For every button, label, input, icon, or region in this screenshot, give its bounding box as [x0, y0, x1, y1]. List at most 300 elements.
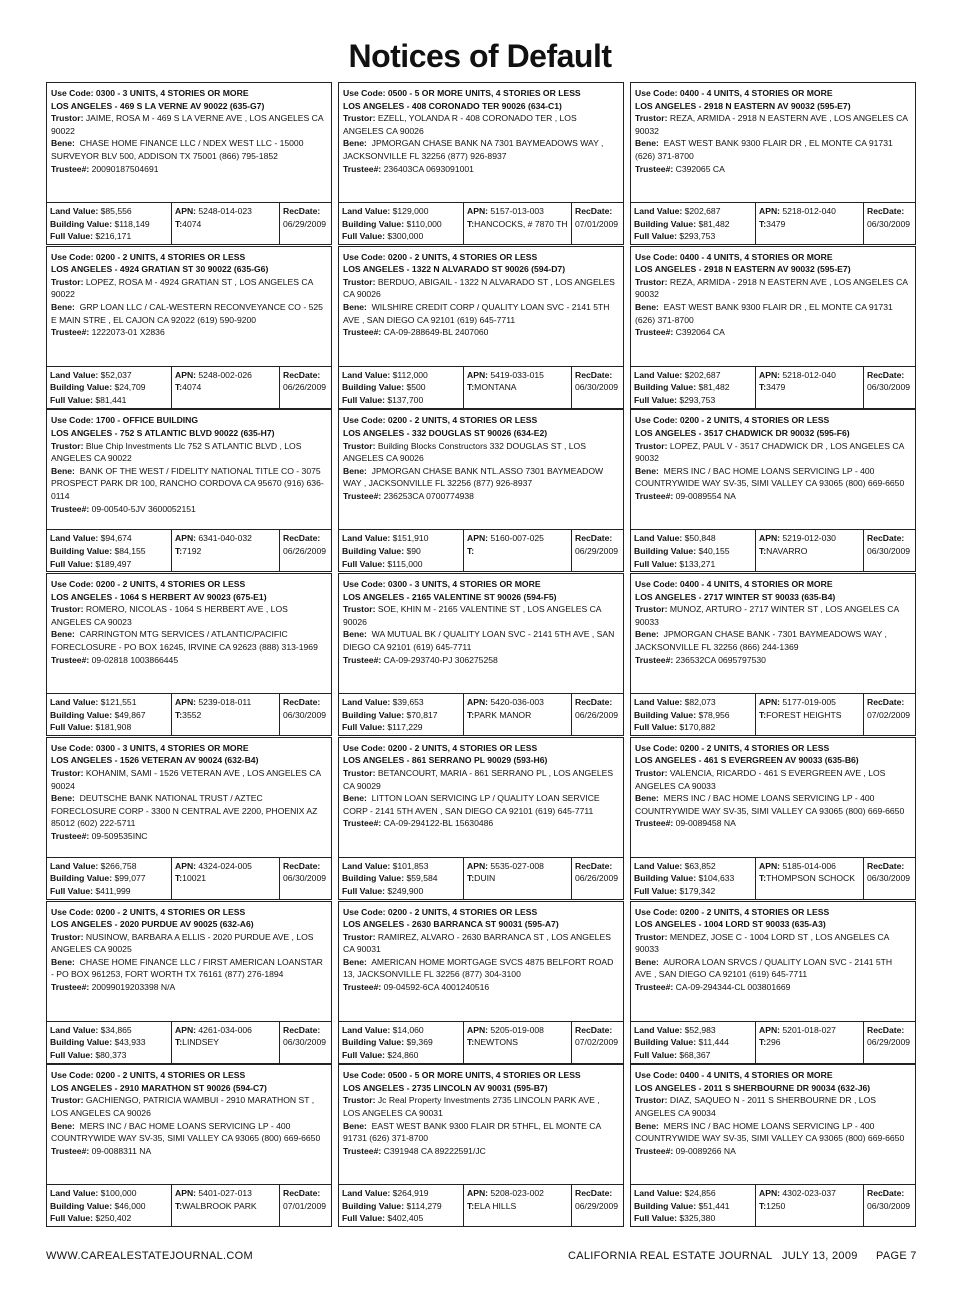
trustee-label: Trustee#:: [343, 654, 382, 665]
use-code: Use Code: 0300 - 3 UNITS, 4 STORIES OR MORE: [343, 579, 541, 590]
tract-value: 3479: [766, 218, 786, 229]
land-value: $85,556: [100, 206, 132, 216]
trustor-label: Trustor:: [343, 276, 376, 287]
building-value: $90: [406, 545, 421, 556]
values-block: [47, 694, 171, 735]
bene-value: LITTON LOAN SERVICING LP / QUALITY LOAN SERVICE CORP - 2141 5TH AVEN , SAN DIEGO CA 92101 (619) 645-7711: [343, 793, 600, 816]
values-block: [47, 367, 171, 408]
trustor-value: SOE, KHIN M - 2165 VALENTINE ST , LOS ANGELES CA 90026: [343, 604, 602, 627]
trustor-value: LOPEZ, ROSA M - 4924 GRATIAN ST , LOS ANGELES CA 90022: [51, 276, 313, 300]
trustor-label: Trustor:: [635, 440, 668, 451]
trustor-value: VALENCIA, RICARDO - 461 S EVERGREEN AVE , LOS ANGELES CA 90033: [635, 767, 886, 791]
apn-value: 5185-014-006: [782, 860, 836, 871]
apn-block: [463, 1022, 571, 1063]
use-code: Use Code: 0400 - 4 UNITS, 4 STORIES OR MORE: [635, 88, 833, 98]
notice-record: [46, 901, 332, 1064]
apn-value: 5420-036-003: [490, 697, 544, 708]
land-value-label: Land Value:: [342, 206, 391, 216]
trustee-label: Trustee#:: [343, 490, 382, 501]
apn-value: 5160-007-025: [490, 533, 544, 544]
building-value: $500: [406, 382, 426, 393]
trustor-label: Trustor:: [51, 767, 84, 778]
full-value-label: Full Value:: [634, 722, 677, 733]
trustor-label: Trustor:: [635, 604, 668, 615]
full-value: $325,380: [679, 1213, 716, 1224]
apn-label: APN:: [467, 860, 489, 871]
full-value-label: Full Value:: [634, 231, 677, 242]
trustee-label: Trustee#:: [343, 1145, 382, 1156]
tract-value: 7192: [182, 545, 202, 556]
use-code: Use Code: 0200 - 2 UNITS, 4 STORIES OR LESS: [635, 906, 830, 917]
values-block: [47, 1022, 171, 1063]
tract-value: WALBROOK PARK: [182, 1200, 257, 1211]
notice-record: [338, 82, 624, 245]
notice-record: [46, 737, 332, 900]
trustee-value: 1222073-01 X2836: [91, 327, 165, 338]
building-value-label: Building Value:: [50, 1037, 113, 1048]
use-code: Use Code: 0500 - 5 OR MORE UNITS, 4 STORIES OR LESS: [343, 88, 581, 98]
values-block: [339, 1185, 463, 1226]
use-code: Use Code: 0500 - 5 OR MORE UNITS, 4 STORIES OR LESS: [343, 1070, 581, 1081]
property-address: LOS ANGELES - 2918 N EASTERN AV 90032 (595-E7): [635, 100, 851, 111]
full-value-label: Full Value:: [634, 558, 677, 569]
use-code: Use Code: 0200 - 2 UNITS, 4 STORIES OR LESS: [343, 906, 538, 917]
tract-value: DUIN: [474, 873, 496, 884]
apn-block: [463, 1185, 571, 1226]
record-text: [47, 83, 331, 207]
land-value-label: Land Value:: [342, 1188, 391, 1199]
values-row: [631, 366, 915, 408]
full-value-label: Full Value:: [50, 394, 93, 405]
trustee-value: 09-0088311 NA: [91, 1145, 152, 1156]
apn-value: 5401-027-013: [198, 1188, 252, 1199]
full-value: $117,229: [387, 722, 423, 733]
full-value: $293,753: [679, 394, 716, 405]
land-value: $52,983: [684, 1024, 716, 1035]
land-value: $63,852: [684, 860, 716, 871]
apn-block: [755, 367, 863, 408]
building-value-label: Building Value:: [50, 382, 113, 393]
land-value: $39,653: [392, 697, 424, 708]
trustor-value: EZELL, YOLANDA R - 408 CORONADO TER , LOS ANGELES CA 90026: [343, 113, 577, 136]
trustor-label: Trustor:: [343, 931, 376, 942]
apn-value: 4324-024-005: [198, 860, 252, 871]
land-value: $52,037: [100, 369, 132, 380]
trustee-value: 20090187504691: [91, 163, 159, 174]
full-value: $80,373: [95, 1049, 127, 1060]
recdate-label: RecDate:: [867, 369, 905, 380]
recdate-block: [571, 530, 623, 571]
values-row: [631, 1021, 915, 1063]
full-value-label: Full Value:: [50, 1213, 93, 1224]
property-address: LOS ANGELES - 1526 VETERAN AV 90024 (632-B4): [51, 755, 259, 766]
apn-label: APN:: [467, 1024, 489, 1035]
record-text: [631, 574, 915, 698]
full-value: $115,000: [387, 558, 423, 569]
recdate-block: [571, 1022, 623, 1063]
bene-label: Bene:: [51, 138, 75, 149]
bene-value: MERS INC / BAC HOME LOANS SERVICING LP - 400 COUNTRYWIDE WAY SV-35, SIMI VALLEY CA 93065 (800) 669-6650: [635, 1120, 905, 1144]
property-address: LOS ANGELES - 408 CORONADO TER 90026 (634-C1): [343, 100, 562, 111]
building-value-label: Building Value:: [342, 1200, 405, 1211]
record-text: [339, 83, 623, 207]
use-code: Use Code: 0200 - 2 UNITS, 4 STORIES OR LESS: [51, 906, 246, 917]
recdate-block: [279, 203, 331, 244]
use-code: Use Code: 0200 - 2 UNITS, 4 STORIES OR LESS: [635, 742, 830, 753]
recdate-value: 06/29/2009: [283, 218, 327, 229]
bene-label: Bene:: [51, 629, 75, 640]
trustor-value: RAMIREZ, ALVARO - 2630 BARRANCA ST , LOS ANGELES CA 90031: [343, 931, 611, 955]
building-value-label: Building Value:: [50, 1200, 113, 1211]
trustee-label: Trustee#:: [635, 163, 674, 174]
property-address: LOS ANGELES - 2011 S SHERBOURNE DR 90034 (632-J6): [635, 1082, 871, 1093]
full-value: $68,367: [679, 1049, 711, 1060]
apn-label: APN:: [759, 697, 781, 708]
notice-record: [46, 82, 332, 245]
apn-value: 5218-012-040: [782, 369, 836, 380]
bene-label: Bene:: [51, 956, 75, 967]
apn-label: APN:: [175, 206, 197, 216]
apn-block: [171, 1022, 279, 1063]
trustee-value: 09-04592-6CA 4001240516: [383, 982, 490, 993]
notice-record: [338, 409, 624, 572]
use-code: Use Code: 1700 - OFFICE BUILDING: [51, 415, 199, 426]
apn-block: [171, 1185, 279, 1226]
apn-label: APN:: [759, 206, 781, 216]
recdate-label: RecDate:: [867, 1024, 905, 1035]
full-value: $216,171: [95, 231, 132, 242]
full-value: $137,700: [387, 394, 424, 405]
recdate-value: 06/29/2009: [867, 1037, 911, 1048]
recdate-value: 06/30/2009: [867, 1200, 911, 1211]
tract-label: T:: [467, 1200, 475, 1211]
full-value-label: Full Value:: [634, 1213, 677, 1224]
tract-value: PARK MANOR: [474, 709, 532, 720]
bene-value: GRP LOAN LLC / CAL-WESTERN RECONVEYANCE CO - 525 E MAIN STRE , EL CAJON CA 92022 (619) 590-9200: [51, 302, 323, 325]
trustee-label: Trustee#:: [635, 982, 674, 993]
building-value: $104,633: [698, 873, 735, 884]
values-row: [631, 1184, 915, 1226]
trustor-value: LOPEZ, PAUL V - 3517 CHADWICK DR , LOS ANGELES CA 90032: [635, 440, 904, 464]
apn-block: [755, 858, 863, 899]
trustor-value: KOHANIM, SAMI - 1526 VETERAN AVE , LOS ANGELES CA 90024: [51, 767, 321, 791]
trustor-label: Trustor:: [343, 767, 376, 778]
apn-block: [171, 858, 279, 899]
use-code: Use Code: 0200 - 2 UNITS, 4 STORIES OR LESS: [343, 251, 538, 262]
tract-label: T:: [759, 709, 767, 720]
tract-label: T:: [467, 545, 475, 556]
building-value-label: Building Value:: [634, 1037, 697, 1048]
values-block: [47, 530, 171, 571]
land-value: $24,856: [684, 1188, 716, 1199]
land-value-label: Land Value:: [634, 369, 683, 380]
tract-value: THOMPSON SCHOCK: [766, 873, 855, 884]
recdate-value: 06/30/2009: [867, 382, 911, 393]
full-value-label: Full Value:: [342, 885, 385, 896]
bene-label: Bene:: [343, 302, 367, 313]
footer-publication: CALIFORNIA REAL ESTATE JOURNAL: [568, 1250, 773, 1262]
full-value-label: Full Value:: [50, 1049, 93, 1060]
record-text: [631, 1065, 915, 1189]
bene-value: EAST WEST BANK 9300 FLAIR DR , EL MONTE CA 91731 (626) 371-8700: [635, 138, 893, 161]
trustor-label: Trustor:: [343, 440, 376, 451]
bene-value: CHASE HOME FINANCE LLC / NDEX WEST LLC - 15000 SURVEYOR BLV 500, ADDISON TX 75001 (866) 795-1852: [51, 138, 304, 161]
trustee-value: CA-09-288649-BL 2407060: [383, 327, 489, 338]
recdate-block: [279, 694, 331, 735]
apn-label: APN:: [759, 860, 781, 871]
apn-value: 5205-019-008: [490, 1024, 544, 1035]
full-value: $81,441: [95, 394, 127, 405]
trustee-value: 09-509535INC: [91, 830, 148, 841]
building-value: $70,817: [406, 709, 438, 720]
recdate-label: RecDate:: [867, 697, 905, 708]
tract-value: 296: [766, 1037, 781, 1048]
tract-label: T:: [759, 873, 767, 884]
property-address: LOS ANGELES - 469 S LA VERNE AV 90022 (635-G7): [51, 100, 265, 111]
apn-block: [463, 367, 571, 408]
apn-label: APN:: [759, 1024, 781, 1035]
apn-block: [463, 694, 571, 735]
values-row: [339, 857, 623, 899]
apn-label: APN:: [175, 1188, 197, 1199]
bene-value: JPMORGAN CHASE BANK NTL.ASSO 7301 BAYMEADOW WAY , JACKSONVILLE FL 32256 (877) 926-8937: [343, 465, 604, 489]
building-value: $81,482: [698, 218, 730, 229]
full-value: $249,900: [387, 885, 424, 896]
building-value: $49,867: [114, 709, 146, 720]
apn-block: [463, 203, 571, 244]
recdate-value: 06/30/2009: [867, 218, 911, 229]
trustee-label: Trustee#:: [635, 1145, 674, 1156]
recdate-block: [863, 203, 915, 244]
apn-value: 5419-033-015: [490, 369, 544, 380]
trustee-label: Trustee#:: [343, 982, 382, 993]
apn-label: APN:: [175, 697, 197, 708]
recdate-value: 07/02/2009: [575, 1037, 619, 1048]
building-value-label: Building Value:: [634, 545, 697, 556]
recdate-block: [571, 694, 623, 735]
building-value: $24,709: [114, 382, 146, 393]
values-row: [631, 529, 915, 571]
record-text: [339, 410, 623, 534]
trustee-label: Trustee#:: [343, 163, 382, 174]
land-value: $14,060: [392, 1024, 424, 1035]
land-value: $202,687: [684, 369, 721, 380]
building-value: $11,444: [698, 1037, 729, 1048]
apn-block: [755, 694, 863, 735]
land-value: $100,000: [100, 1188, 137, 1199]
recdate-value: 06/30/2009: [867, 545, 911, 556]
tract-value: ELA HILLS: [474, 1200, 517, 1211]
property-address: LOS ANGELES - 2630 BARRANCA ST 90031 (595-A7): [343, 919, 559, 930]
tract-label: T:: [759, 382, 767, 393]
trustee-value: 236532CA 0695797530: [675, 654, 766, 665]
values-row: [339, 529, 623, 571]
values-block: [47, 1185, 171, 1226]
recdate-block: [571, 203, 623, 244]
values-row: [339, 693, 623, 735]
full-value: $293,753: [679, 231, 716, 242]
bene-value: MERS INC / BAC HOME LOANS SERVICING LP - 400 COUNTRYWIDE WAY SV-35, SIMI VALLEY CA 93065 (800) 669-6650: [635, 465, 905, 489]
trustor-value: NUSINOW, BARBARA A ELLIS - 2020 PURDUE AVE , LOS ANGELES CA 90025: [51, 931, 314, 955]
recdate-block: [279, 367, 331, 408]
land-value-label: Land Value:: [50, 206, 99, 216]
apn-block: [755, 203, 863, 244]
property-address: LOS ANGELES - 3517 CHADWICK DR 90032 (595-F6): [635, 427, 850, 438]
notice-record: [46, 246, 332, 409]
property-address: LOS ANGELES - 861 SERRANO PL 90029 (593-H6): [343, 755, 548, 766]
recdate-label: RecDate:: [867, 1188, 905, 1199]
record-text: [47, 902, 331, 1026]
record-text: [47, 247, 331, 371]
recdate-value: 06/30/2009: [283, 1037, 327, 1048]
tract-label: T:: [759, 545, 767, 556]
bene-value: WA MUTUAL BK / QUALITY LOAN SVC - 2141 5TH AVE , SAN DIEGO CA 92101 (619) 645-7711: [343, 629, 615, 653]
building-value-label: Building Value:: [342, 382, 405, 393]
bene-value: CARRINGTON MTG SERVICES / ATLANTIC/PACIFIC FORECLOSURE - PO BOX 16245, IRVINE CA 92623 (888) 313-1969: [51, 629, 318, 653]
bene-value: JPMORGAN CHASE BANK - 7301 BAYMEADOWS WAY , JACKSONVILLE FL 32256 (866) 244-1369: [635, 629, 887, 653]
apn-value: 5535-027-008: [490, 860, 544, 871]
record-text: [339, 902, 623, 1026]
land-value-label: Land Value:: [634, 206, 683, 216]
notice-record: [630, 901, 916, 1064]
recdate-value: 07/01/2009: [575, 218, 619, 229]
trustor-label: Trustor:: [51, 931, 84, 942]
apn-value: 5239-018-011: [198, 697, 252, 708]
full-value: $179,342: [679, 885, 716, 896]
land-value: $112,000: [392, 369, 428, 380]
trustor-label: Trustor:: [343, 604, 376, 615]
trustor-value: Building Blocks Constructors 332 DOUGLAS ST , LOS ANGELES CA 90026: [343, 440, 586, 464]
trustor-value: ROMERO, NICOLAS - 1064 S HERBERT AVE , LOS ANGELES CA 90023: [51, 604, 288, 627]
land-value: $94,674: [100, 533, 132, 544]
recdate-label: RecDate:: [575, 1024, 613, 1035]
recdate-block: [863, 858, 915, 899]
apn-label: APN:: [175, 369, 197, 380]
notice-record: [630, 409, 916, 572]
property-address: LOS ANGELES - 2910 MARATHON ST 90026 (594-C7): [51, 1082, 267, 1093]
trustor-value: BERDUO, ABIGAIL - 1322 N ALVARADO ST , LOS ANGELES CA 90026: [343, 276, 615, 300]
building-value: $40,155: [698, 545, 730, 556]
apn-value: 4261-034-006: [198, 1024, 252, 1035]
trustee-value: 09-0089458 NA: [675, 818, 736, 829]
full-value-label: Full Value:: [342, 722, 385, 733]
recdate-block: [279, 858, 331, 899]
values-row: [47, 857, 331, 899]
values-row: [339, 202, 623, 244]
bene-label: Bene:: [343, 956, 367, 967]
use-code: Use Code: 0200 - 2 UNITS, 4 STORIES OR LESS: [51, 1070, 246, 1081]
land-value-label: Land Value:: [50, 533, 99, 544]
land-value-label: Land Value:: [50, 860, 99, 871]
trustor-label: Trustor:: [635, 931, 668, 942]
recdate-block: [279, 530, 331, 571]
values-block: [47, 858, 171, 899]
full-value: $300,000: [387, 231, 424, 242]
recdate-value: 07/01/2009: [283, 1200, 327, 1211]
values-row: [631, 693, 915, 735]
trustee-label: Trustee#:: [635, 327, 674, 338]
recdate-label: RecDate:: [575, 206, 613, 216]
record-text: [47, 574, 331, 698]
values-block: [339, 203, 463, 244]
values-row: [47, 529, 331, 571]
building-value-label: Building Value:: [342, 873, 405, 884]
bene-value: JPMORGAN CHASE BANK NA 7301 BAYMEADOWS WAY , JACKSONVILLE FL 32256 (877) 926-8937: [343, 138, 604, 161]
values-row: [47, 366, 331, 408]
trustor-label: Trustor:: [343, 113, 376, 124]
values-block: [631, 1185, 755, 1226]
apn-value: 5177-019-005: [782, 697, 836, 708]
record-text: [631, 902, 915, 1026]
values-row: [47, 1184, 331, 1226]
use-code: Use Code: 0400 - 4 UNITS, 4 STORIES OR MORE: [635, 251, 833, 262]
bene-label: Bene:: [343, 138, 367, 149]
record-text: [47, 1065, 331, 1189]
values-row: [631, 202, 915, 244]
building-value-label: Building Value:: [342, 218, 405, 229]
land-value-label: Land Value:: [50, 1188, 99, 1199]
trustor-label: Trustor:: [635, 276, 668, 287]
building-value-label: Building Value:: [634, 218, 697, 229]
recdate-label: RecDate:: [575, 1188, 613, 1199]
trustor-value: REZA, ARMIDA - 2918 N EASTERN AVE , LOS ANGELES CA 90032: [635, 113, 908, 136]
record-text: [631, 83, 915, 207]
tract-value: 3479: [766, 382, 786, 393]
property-address: LOS ANGELES - 2918 N EASTERN AV 90032 (595-E7): [635, 264, 851, 275]
use-code: Use Code: 0200 - 2 UNITS, 4 STORIES OR LESS: [343, 742, 538, 753]
tract-label: T:: [467, 873, 475, 884]
land-value-label: Land Value:: [342, 369, 391, 380]
values-row: [47, 693, 331, 735]
recdate-value: 06/26/2009: [283, 545, 327, 556]
apn-block: [171, 694, 279, 735]
tract-label: T:: [175, 709, 183, 720]
values-block: [631, 530, 755, 571]
trustee-value: CA-09-293740-PJ 306275258: [383, 654, 498, 665]
trustor-label: Trustor:: [343, 1095, 376, 1106]
building-value: $84,155: [114, 545, 146, 556]
tract-label: T:: [759, 1200, 767, 1211]
notice-record: [46, 1064, 332, 1227]
trustee-label: Trustee#:: [635, 818, 674, 829]
trustee-label: Trustee#:: [51, 503, 90, 514]
values-row: [339, 366, 623, 408]
land-value-label: Land Value:: [634, 860, 683, 871]
full-value-label: Full Value:: [634, 885, 677, 896]
tract-label: T:: [175, 1037, 183, 1048]
notice-record: [338, 901, 624, 1064]
land-value-label: Land Value:: [342, 697, 391, 708]
building-value: $43,933: [114, 1037, 146, 1048]
building-value: $110,000: [406, 218, 442, 229]
tract-label: T:: [175, 218, 183, 229]
full-value: $411,999: [95, 885, 131, 896]
bene-label: Bene:: [635, 956, 659, 967]
trustee-value: 09-0089266 NA: [675, 1145, 736, 1156]
full-value-label: Full Value:: [342, 558, 385, 569]
full-value: $24,860: [387, 1049, 419, 1060]
values-block: [339, 858, 463, 899]
bene-label: Bene:: [635, 1120, 659, 1131]
notice-record: [630, 82, 916, 245]
trustee-label: Trustee#:: [51, 830, 90, 841]
tract-label: T:: [467, 709, 475, 720]
bene-label: Bene:: [635, 793, 659, 804]
tract-value: FOREST HEIGHTS: [766, 709, 842, 720]
land-value: $264,919: [392, 1188, 429, 1199]
recdate-label: RecDate:: [283, 1188, 321, 1199]
building-value: $78,956: [698, 709, 730, 720]
